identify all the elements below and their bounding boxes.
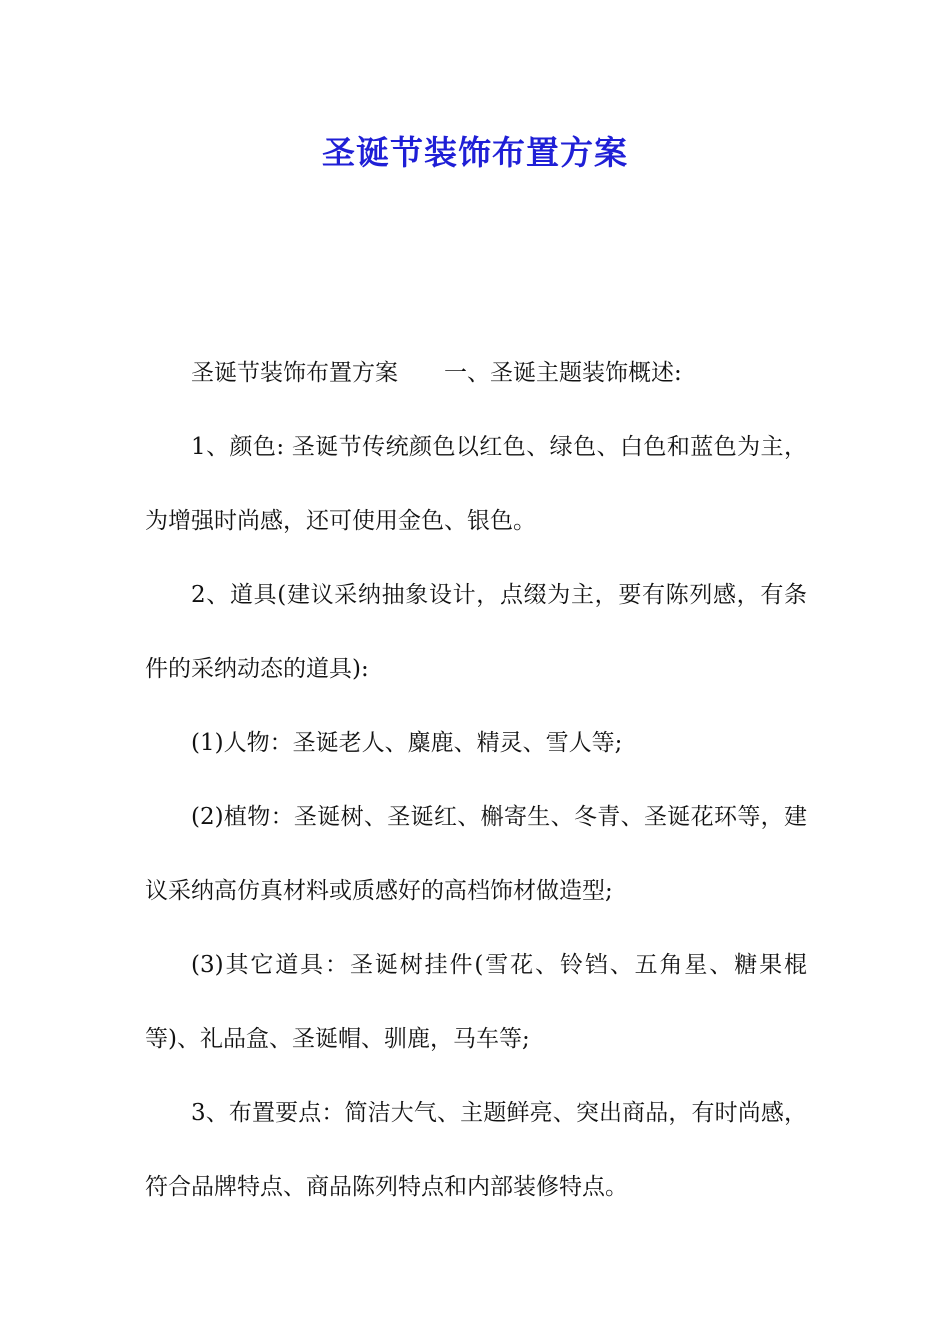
paragraph-plants: (2)植物：圣诞树、圣诞红、槲寄生、冬青、圣诞花环等，建议采纳高仿真材料或质感好的高档饰材做造型;	[145, 804, 807, 904]
paragraph-props: 2、道具(建议采纳抽象设计，点缀为主，要有陈列感，有条件的采纳动态的道具):	[145, 582, 807, 682]
paragraph-layout-points: 3、布置要点：简洁大气、主题鲜亮、突出商品，有时尚感，符合品牌特点、商品陈列特点和内部装修特点。	[145, 1100, 807, 1200]
section-heading-overview: 一、圣诞主题装饰概述:	[444, 360, 682, 386]
document-title: 圣诞节装饰布置方案	[322, 133, 628, 172]
document-body	[145, 336, 807, 1224]
paragraph-colors: 1、颜色: 圣诞节传统颜色以红色、绿色、白色和蓝色为主，为增强时尚感，还可使用金色、银色。	[145, 434, 807, 534]
section-heading	[145, 336, 807, 410]
paragraph-other-props: (3)其它道具：圣诞树挂件(雪花、铃铛、五角星、糖果棍等)、礼品盒、圣诞帽、驯鹿，马车等;	[145, 952, 807, 1052]
section-heading-doc-title: 圣诞节装饰布置方案	[191, 360, 398, 386]
paragraph-characters: (1)人物：圣诞老人、麋鹿、精灵、雪人等;	[191, 730, 623, 756]
